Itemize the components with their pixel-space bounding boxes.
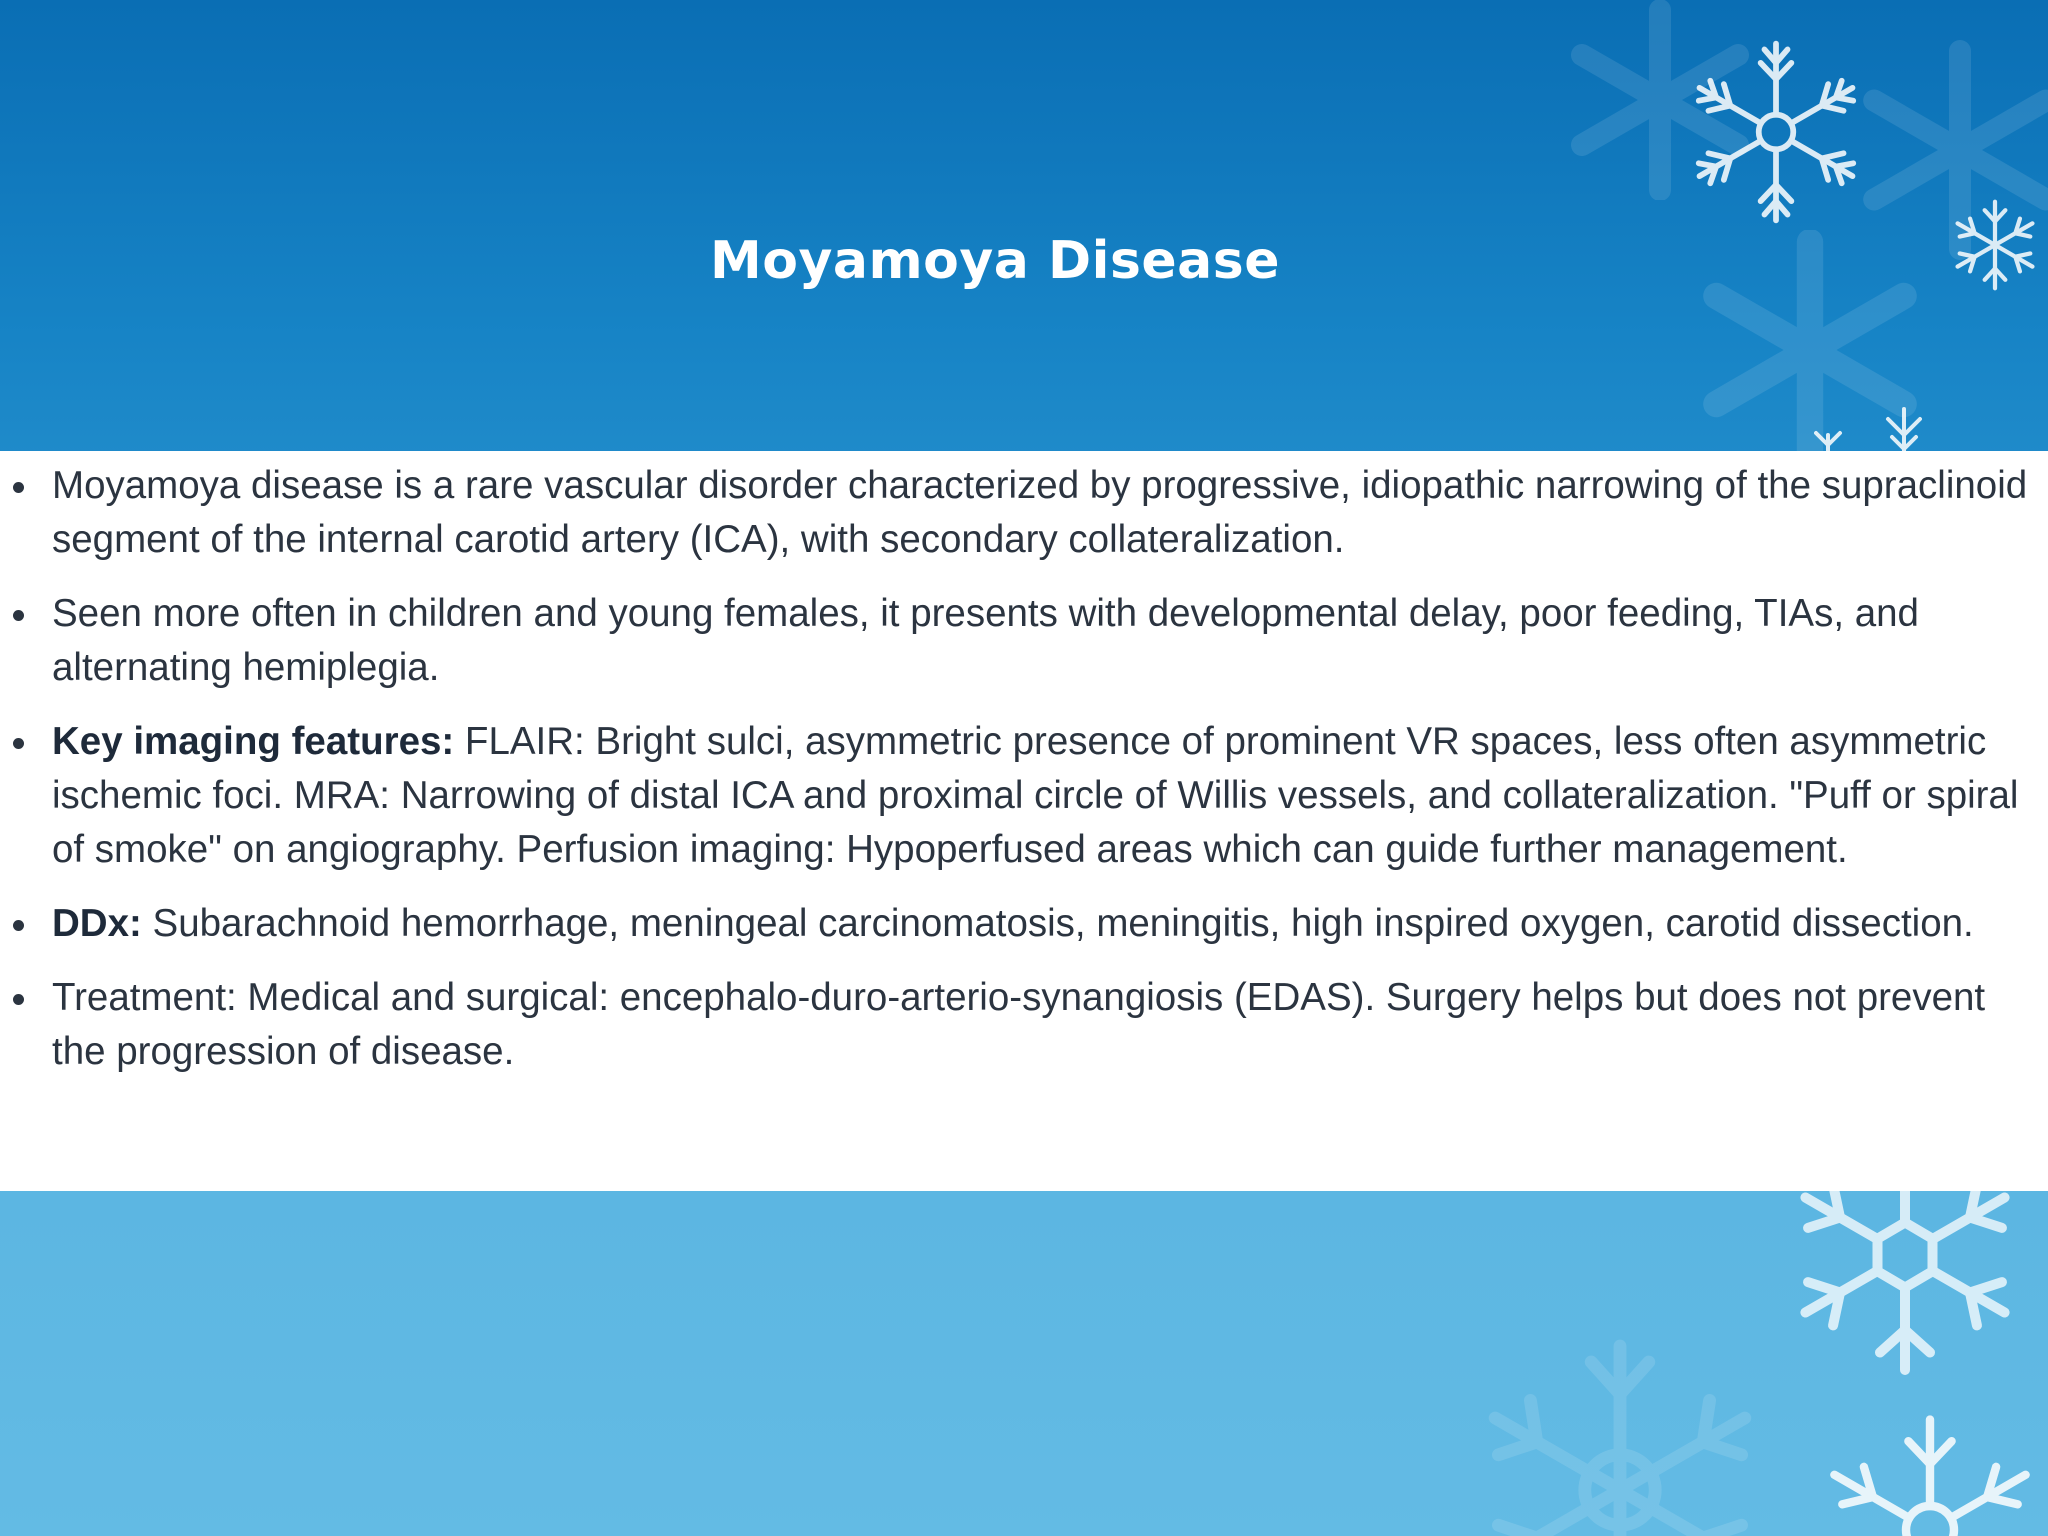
bullet-item xyxy=(0,897,2048,951)
bullet-bold-label: Key imaging features: xyxy=(52,720,455,763)
snowflake-icon xyxy=(1680,36,1872,228)
bullet-item xyxy=(0,971,2048,1079)
bullet-text: FLAIR: Bright sulci, asymmetric presence of prominent VR spaces, less often asymmetric ischemic foci. MRA: Narrowing of distal ICA and proximal circle of Willis vessels, and collateralization. "Puff or spiral of smoke" on angiography. Perfusion imaging: Hypoperfused areas which can guide further management. xyxy=(52,720,2019,871)
bullet-item xyxy=(0,715,2048,877)
bullet-bold-label: DDx: xyxy=(52,902,142,945)
snowflake-icon xyxy=(1460,1330,1780,1536)
slide-title: Moyamoya Disease xyxy=(710,230,1280,291)
content-panel xyxy=(0,451,2048,1191)
bullet-item xyxy=(0,587,2048,695)
bullet-dot xyxy=(13,920,24,931)
bullet-dot xyxy=(13,738,24,749)
bullet-dot xyxy=(13,610,24,621)
bullet-text: Moyamoya disease is a rare vascular disorder characterized by progressive, idiopathic narrowing of the supraclinoid segment of the internal carotid artery (ICA), with secondary collateralization. xyxy=(52,464,2028,561)
bullet-text: Treatment: Medical and surgical: encephalo-duro-arterio-synangiosis (EDAS). Surgery helps but does not prevent the progression of disease. xyxy=(52,976,1986,1073)
bullet-dot xyxy=(13,482,24,493)
snowflake-icon xyxy=(1810,1410,2048,1536)
bullet-text: Subarachnoid hemorrhage, meningeal carcinomatosis, meningitis, high inspired oxygen, carotid dissection. xyxy=(141,902,1974,945)
bullet-item xyxy=(0,459,2048,567)
bullet-dot xyxy=(13,994,24,1005)
bullet-text: Seen more often in children and young females, it presents with developmental delay, poor feeding, TIAs, and alternating hemiplegia. xyxy=(52,592,1919,689)
